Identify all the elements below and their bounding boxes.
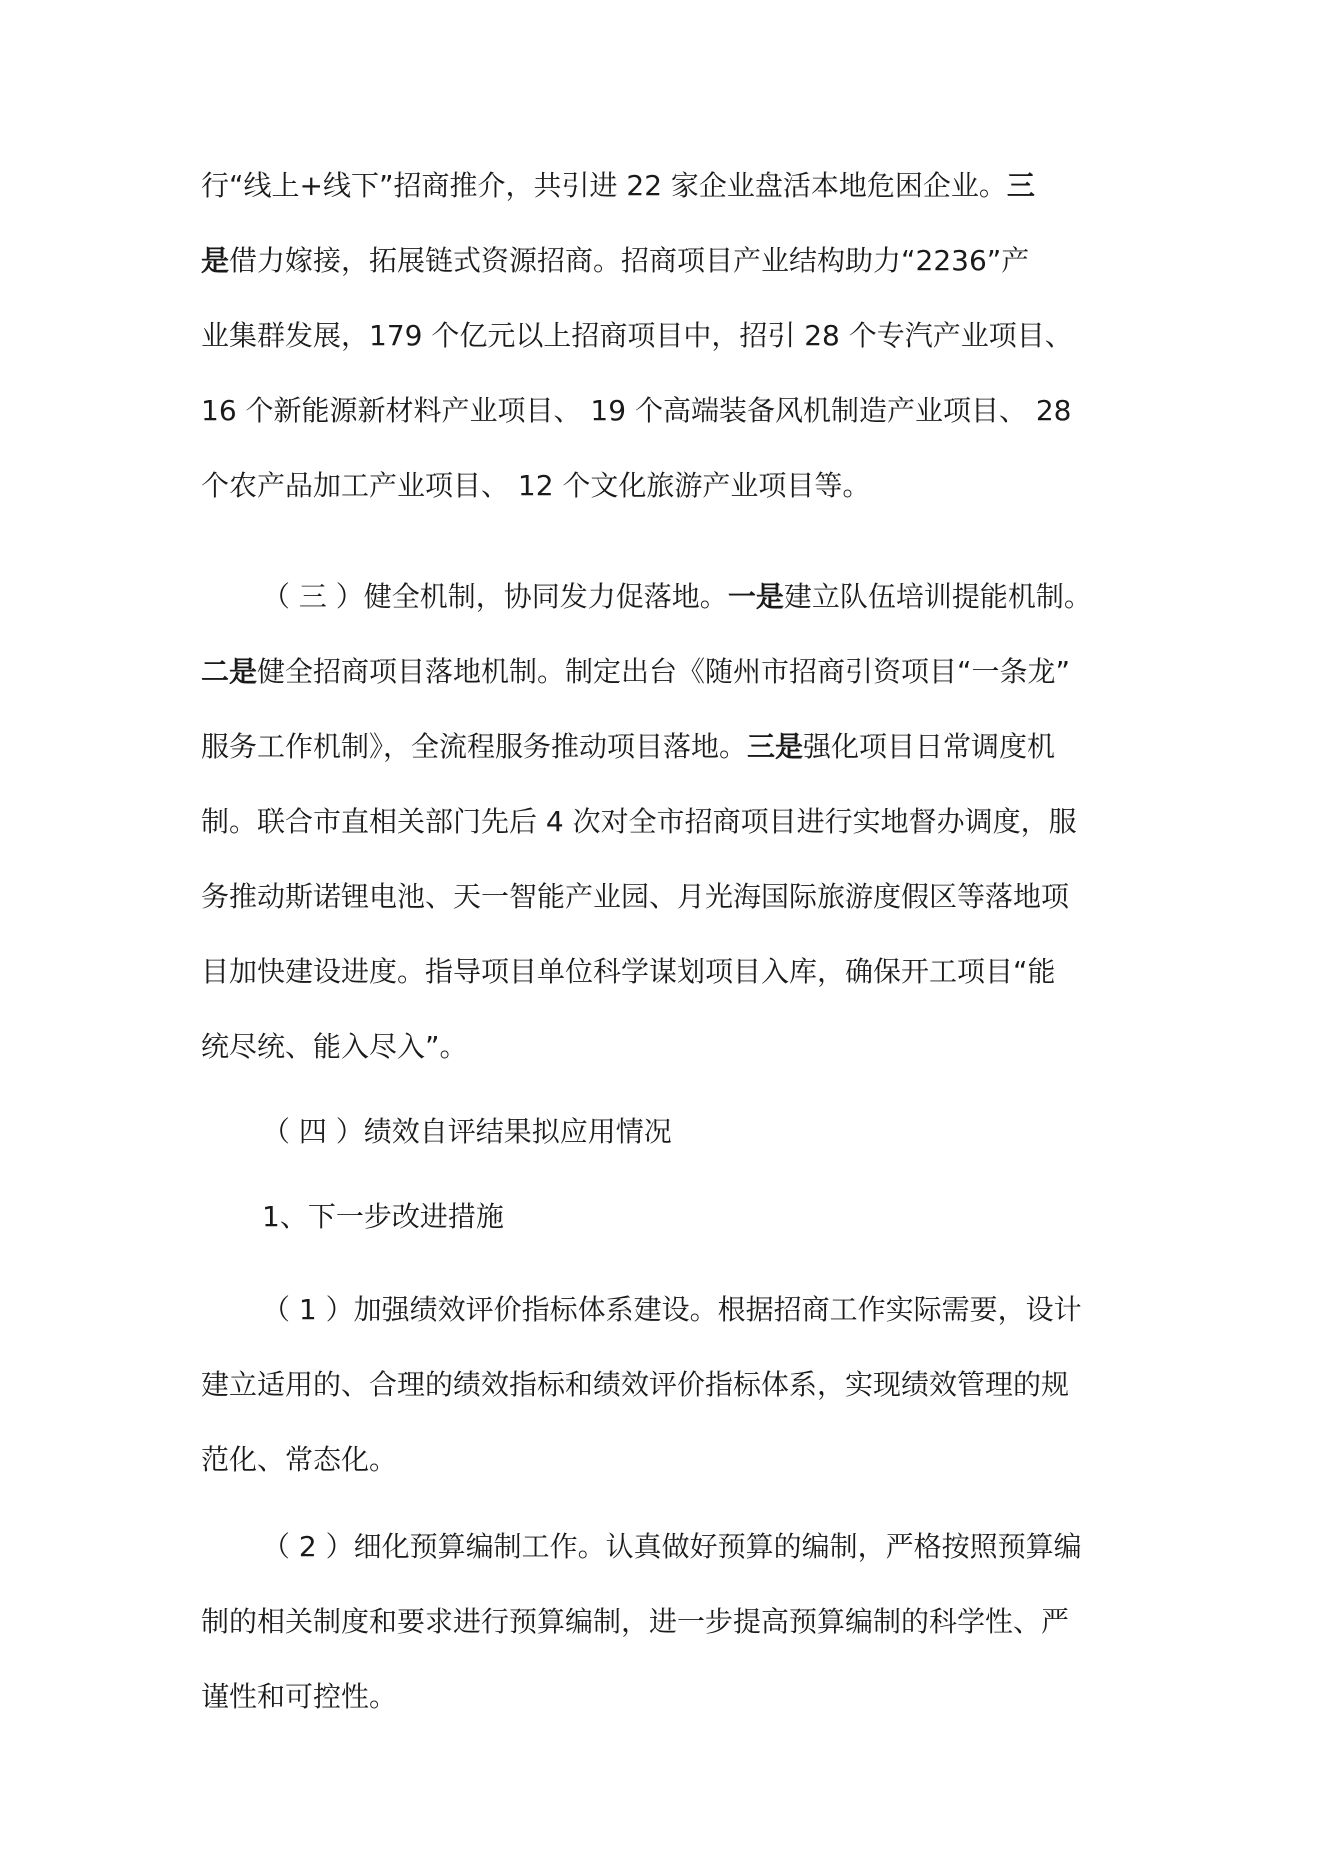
bold-marker: 二是 xyxy=(201,655,258,688)
paragraph-line xyxy=(201,166,1035,206)
paragraph-line: 务推动斯诺锂电池、天一智能产业园、月光海国际旅游度假区等落地项 xyxy=(201,880,1070,913)
paragraph-line: 谨性和可控性。 xyxy=(201,1680,398,1713)
subsection-heading: 1、下一步改进措施 xyxy=(262,1200,504,1233)
paragraph-line xyxy=(262,577,1092,617)
paragraph-line: （ 2 ）细化预算编制工作。认真做好预算的编制，严格按照预算编 xyxy=(262,1530,1082,1563)
body-text: 行“线上+线下”招商推介，共引进 22 家企业盘活本地危困企业。 xyxy=(201,169,1007,202)
paragraph-line: 个农产品加工产业项目、 12 个文化旅游产业项目等。 xyxy=(201,469,871,502)
paragraph-line: 建立适用的、合理的绩效指标和绩效评价指标体系，实现绩效管理的规 xyxy=(201,1368,1070,1401)
paragraph-line xyxy=(201,652,1070,692)
paragraph-line: 目加快建设进度。指导项目单位科学谋划项目入库，确保开工项目“能 xyxy=(201,955,1056,988)
paragraph-line: 范化、常态化。 xyxy=(201,1443,398,1476)
paragraph-line: 制的相关制度和要求进行预算编制，进一步提高预算编制的科学性、严 xyxy=(201,1605,1070,1638)
paragraph-line: 业集群发展，179 个亿元以上招商项目中，招引 28 个专汽产业项目、 xyxy=(201,319,1073,352)
paragraph-line: （ 1 ）加强绩效评价指标体系建设。根据招商工作实际需要，设计 xyxy=(262,1293,1082,1326)
section-heading: （ 四 ）绩效自评结果拟应用情况 xyxy=(262,1115,672,1148)
bold-marker: 三 xyxy=(1006,169,1035,202)
body-text: 健全招商项目落地机制。制定出台《随州市招商引资项目“一条龙” xyxy=(257,655,1071,688)
body-text: 强化项目日常调度机 xyxy=(803,730,1056,763)
body-text: 建立队伍培训提能机制。 xyxy=(783,580,1092,613)
paragraph-line xyxy=(201,241,1029,281)
bold-marker: 三是 xyxy=(747,730,804,763)
section-heading: （ 三 ）健全机制，协同发力促落地。 xyxy=(262,580,728,613)
paragraph-line: 制。联合市直相关部门先后 4 次对全市招商项目进行实地督办调度，服 xyxy=(201,805,1077,838)
paragraph-line xyxy=(201,727,1055,767)
paragraph-line: 统尽统、能入尽入”。 xyxy=(201,1030,468,1063)
bold-marker: 是 xyxy=(201,244,230,277)
paragraph-line: 16 个新能源新材料产业项目、 19 个高端装备风机制造产业项目、 28 xyxy=(201,394,1072,427)
body-text: 借力嫁接，拓展链式资源招商。招商项目产业结构助力“2236”产 xyxy=(229,244,1030,277)
bold-marker: 一是 xyxy=(727,580,784,613)
body-text: 服务工作机制》，全流程服务推动项目落地。 xyxy=(201,730,748,763)
